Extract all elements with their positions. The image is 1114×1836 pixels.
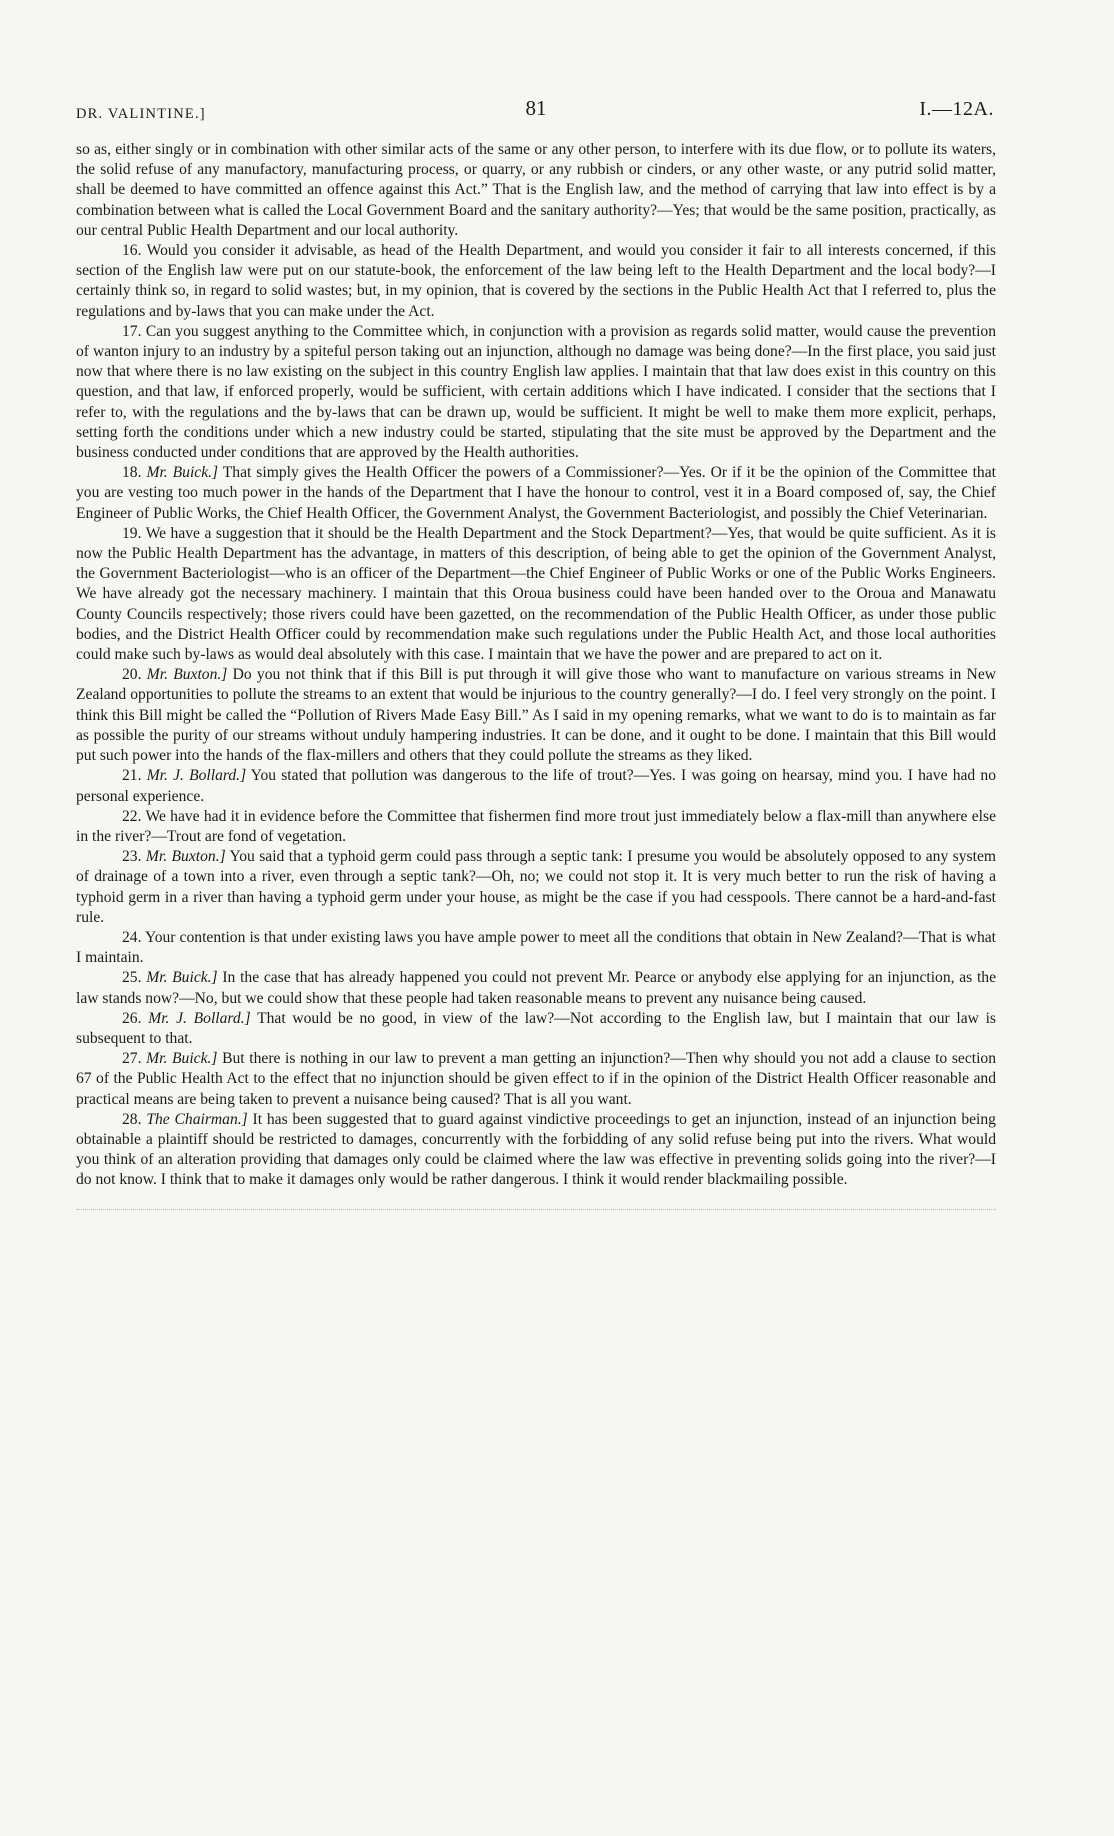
paragraph-text: Can you suggest anything to the Committee which, in conjunction with a provision as regards solid matter, would cause the prevention of wanton injury to an industry by a spiteful person taking out an injunction, although no damage was being done?—In the first place, you said just now that where there is no law existing on the subject in this country English law applies. I maintain that that law does exist in this country on this question, and that law, if enforced properly, would be sufficient, with certain additions which I have indicated. I consider that the sections that I refer to, with the regulations and the by-laws that can be drawn up, would be sufficient. It might be well to make them more explicit, perhaps, setting forth the conditions under which a new industry could be started, stipulating that the site must be approved by the Department and the business conducted under conditions that are approved by the Health authorities. [76, 322, 996, 462]
speaker-name: The Chairman.] [146, 1110, 248, 1128]
paragraph-text: In the case that has already happened you could not prevent Mr. Pearce or anybody else applying for an injunction, as the law stands now?—No, but we could show that these people had taken reasonable means to prevent any nuisance being caused. [76, 969, 996, 1007]
paragraph-21 [76, 766, 996, 806]
paragraph-text: We have a suggestion that it should be the Health Department and the Stock Department?—Yes, that would be quite sufficient. As it is now the Public Health Department has the advantage, in matters of this description, of being able to get the opinion of the Government Analyst, the Government Bacteriologist—who is an officer of the Department—the Chief Engineer of Public Works or one of the Public Works Engineers. We have already got the necessary machinery. I maintain that this Oroua business could have been handed over to the Oroua and Manawatu County Councils respectively; those rivers could have been gazetted, on the recommendation of the Public Health Officer, as under those public bodies, and the District Health Officer could by recommendation make such regulations under the Public Health Act, and those local authorities could make such by-laws as would deal absolutely with this case. I maintain that we have the power and are prepared to act on it. [76, 524, 996, 664]
paragraph-25 [76, 968, 996, 1008]
paragraph-text: You stated that pollution was dangerous to the life of trout?—Yes. I was going on hearsay, mind you. I have had no personal experience. [76, 767, 996, 805]
paragraph-text: Would you consider it advisable, as head of the Health Department, and would you consider it fair to all interests concerned, if this section of the English law were put on our statute-book, the enforcement of the law being left to the Health Department and the local body?—I certainly think so, in regard to solid wastes; but, in my opinion, that is covered by the sections in the Public Health Act that I referred to, plus the regulations and by-laws that you can make under the Act. [76, 242, 996, 320]
paragraph-number: 28. [122, 1110, 142, 1128]
speaker-name: Mr. Buick.] [146, 1050, 218, 1068]
paragraph-text: You said that a typhoid germ could pass through a septic tank: I presume you would be absolutely opposed to any system of drainage of a town into a river, even through a septic tank?—Oh, no; we could not stop it. It is very much better to run the risk of having a typhoid germ in a river than having a typhoid germ under your house, as might be the case if you had cesspools. There cannot be a hard-and-fast rule. [76, 848, 996, 926]
paragraph-18 [76, 463, 996, 524]
paragraph-number: 23. [122, 848, 142, 866]
paragraph-number: 21. [122, 767, 142, 785]
paragraph-28 [76, 1110, 996, 1191]
paragraph-number: 24. [122, 928, 142, 946]
page-header [76, 96, 996, 130]
paragraph-text: It has been suggested that to guard against vindictive proceedings to get an injunction, instead of an injunction being obtainable a plaintiff should be restricted to damages, concurrently with the forbidding of any solid refuse being put into the rivers. What would you think of an alteration providing that damages only could be claimed where the law was effective in preventing solids going into the river?—I do not know. I think that to make it damages only would be rather dangerous. I think it would render blackmailing possible. [76, 1110, 996, 1189]
speaker-name: Mr. Buick.] [146, 969, 218, 987]
speaker-name: Mr. Buxton.] [145, 848, 226, 866]
paragraph-22 [76, 807, 996, 847]
paragraph-text: so as, either singly or in combination with other similar acts of the same or any other person, to interfere with its due flow, or to pollute its waters, the solid refuse of any manufactory, manufacturing process, or quarry, or any rubbish or cinders, or any other waste, or any putrid solid matter, shall be deemed to have committed an offence against this Act.” That is the English law, and the method of carrying that law into effect is by a combination between what is called the Local Government Board and the sanitary authority?—Yes; that would be the same position, practically, as our central Public Health Department and our local authority. [76, 141, 996, 239]
paragraph-continuation [76, 140, 996, 241]
paragraph-26 [76, 1009, 996, 1049]
page-number: 81 [525, 96, 547, 120]
paragraph-number: 26. [122, 1009, 142, 1027]
paragraph-number: 16. [122, 242, 142, 260]
paragraph-19 [76, 524, 996, 665]
speaker-name: Mr. J. Bollard.] [146, 767, 247, 785]
paragraph-number: 17. [122, 322, 142, 340]
paragraph-text: But there is nothing in our law to prevent a man getting an injunction?—Then why should you not add a clause to section 67 of the Public Health Act to the effect that no injunction should be given effect to if in the opinion of the District Health Officer reasonable and practical means are being taken to prevent a nuisance being caused? That is all you want. [76, 1050, 997, 1108]
footer-divider [76, 1209, 996, 1211]
paragraph-16 [76, 241, 996, 322]
paragraph-20 [76, 665, 996, 766]
paragraph-27 [76, 1049, 996, 1110]
document-reference: I.—12A. [919, 98, 994, 120]
paragraph-text: We have had it in evidence before the Committee that fishermen find more trout just immediately below a flax-mill than anywhere else in the river?—Trout are fond of vegetation. [76, 807, 996, 845]
paragraph-23 [76, 847, 996, 928]
speaker-name: Mr. J. Bollard.] [148, 1009, 251, 1027]
paragraph-number: 19. [122, 524, 142, 542]
witness-name: DR. VALINTINE.] [76, 106, 206, 122]
paragraph-text: That would be no good, in view of the law?—Not according to the English law, but I maintain that our law is subsequent to that. [76, 1009, 997, 1047]
paragraph-text: That simply gives the Health Officer the powers of a Commissioner?—Yes. Or if it be the opinion of the Committee that you are vesting too much power in the hands of the Department that I have the honour to control, vest it in a Board composed of, say, the Chief Engineer of Public Works, the Chief Health Officer, the Government Analyst, the Government Bacteriologist, and possibly the Chief Veterinarian. [76, 464, 996, 522]
paragraph-number: 22. [122, 807, 142, 825]
document-page [76, 96, 996, 1211]
speaker-name: Mr. Buick.] [146, 464, 219, 482]
paragraph-17 [76, 322, 996, 463]
body-text [76, 140, 996, 1191]
paragraph-number: 27. [122, 1050, 142, 1068]
speaker-name: Mr. Buxton.] [146, 666, 228, 684]
paragraph-text: Do you not think that if this Bill is put through it will give those who want to manufacture on various streams in New Zealand opportunities to pollute the streams to an extent that would be injurious to the country generally?—I do. I feel very strongly on the point. I think this Bill might be called the “Pollution of Rivers Made Easy Bill.” As I said in my opening remarks, what we want to do is to maintain as far as possible the purity of our streams without unduly hampering industries. It can be done, and it ought to be done. I maintain that this Bill would put such power into the hands of the flax-millers and others that they could pollute the streams as they liked. [76, 666, 996, 765]
paragraph-text: Your contention is that under existing laws you have ample power to meet all the conditions that obtain in New Zealand?—That is what I maintain. [76, 928, 996, 967]
paragraph-number: 25. [122, 969, 142, 987]
paragraph-24 [76, 928, 996, 968]
paragraph-number: 18. [122, 464, 142, 482]
paragraph-number: 20. [122, 666, 142, 684]
